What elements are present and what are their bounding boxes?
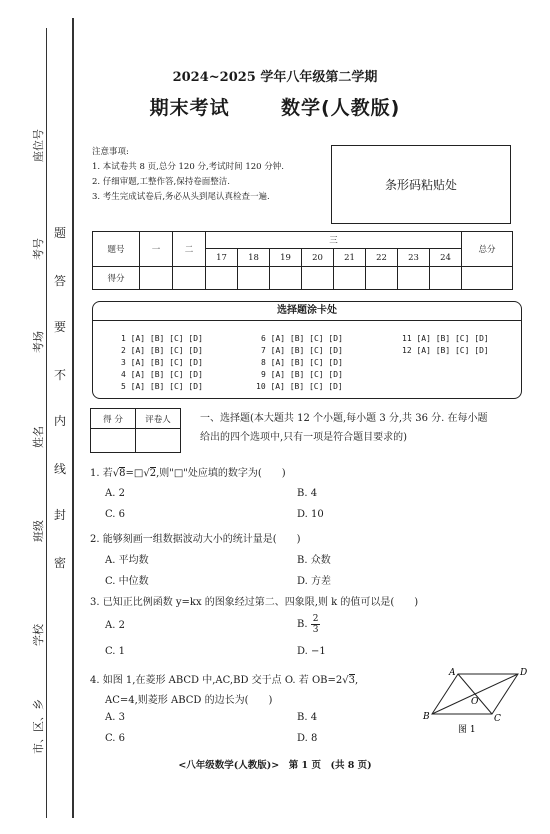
score-cell[interactable] — [206, 267, 238, 290]
answer-row-11[interactable]: 11 [A] [B] [C] [D] — [402, 334, 489, 343]
vertex-a-label: A — [449, 668, 456, 678]
rhombus-figure — [418, 664, 528, 736]
th-part-three: 三 — [206, 232, 462, 249]
page-footer: <八年级数学(人教版)> 第 1 页 (共 8 页) — [178, 760, 372, 771]
question-4-line2: AC=4,则菱形 ABCD 的边长为( ) — [105, 695, 273, 706]
exam-room-label: 考场 — [32, 331, 45, 353]
th-part-two: 二 — [173, 232, 206, 267]
answer-row-8[interactable]: 8 [A] [B] [C] [D] — [261, 358, 343, 367]
grader-person-label: 评卷人 — [136, 409, 181, 429]
grader-score-cell[interactable] — [91, 429, 136, 453]
notes-item: 2. 仔细审题,工整作答,保持卷面整洁. — [92, 177, 230, 187]
answer-row-3[interactable]: 3 [A] [B] [C] [D] — [121, 358, 203, 367]
district-label: 市、区、乡 — [32, 699, 45, 754]
seat-number-label: 座位号 — [32, 129, 45, 162]
exam-type: 期末考试 — [149, 97, 230, 119]
th-total: 总分 — [462, 232, 513, 267]
q2-option-b: B. 众数 — [297, 555, 331, 566]
answer-row-9[interactable]: 9 [A] [B] [C] [D] — [261, 370, 343, 379]
fraction — [311, 614, 321, 635]
q4-option-a: A. 3 — [105, 712, 125, 723]
grader-table — [90, 408, 181, 453]
q4-stem: 4. 如图 1,在菱形 ABCD 中,AC,BD 交于点 O. 若 OB=2 — [90, 675, 343, 686]
class-label: 班级 — [32, 520, 45, 542]
score-cell[interactable] — [238, 267, 270, 290]
name-label: 姓名 — [32, 426, 45, 448]
q3-option-d: D. −1 — [297, 646, 326, 657]
th-q24: 24 — [430, 249, 462, 267]
th-q17: 17 — [206, 249, 238, 267]
fraction-denominator: 3 — [312, 625, 319, 635]
answer-card — [92, 301, 522, 399]
vertex-b-label: B — [423, 712, 430, 722]
score-cell[interactable] — [462, 267, 513, 290]
th-q21: 21 — [334, 249, 366, 267]
score-cell[interactable] — [430, 267, 462, 290]
vertex-d-label: D — [520, 668, 528, 678]
figure-caption: 图 1 — [458, 725, 476, 735]
q2-option-a: A. 平均数 — [105, 555, 149, 566]
section-one-line2: 给出的四个选项中,只有一项是符合题目要求的) — [200, 432, 408, 443]
question-4 — [90, 671, 358, 686]
q1-stem: ,则"□"处应填的数字为( ) — [156, 468, 286, 479]
answer-row-2[interactable]: 2 [A] [B] [C] [D] — [121, 346, 203, 355]
exam-year-title: 2024~2025 学年八年级第二学期 — [172, 70, 378, 85]
notes-block — [92, 145, 284, 205]
q1-stem: =□ — [125, 468, 144, 479]
question-2: 2. 能够刻画一组数据波动大小的统计量是( ) — [90, 534, 301, 545]
exam-id-label: 考号 — [32, 238, 45, 260]
q4-stem: , — [355, 675, 359, 686]
q3-option-c: C. 1 — [105, 646, 126, 657]
th-q23: 23 — [398, 249, 430, 267]
row-score-label: 得分 — [93, 267, 140, 290]
question-3: 3. 已知正比例函数 y=kx 的图象经过第二、四象限,则 k 的值可以是( ) — [90, 597, 419, 608]
th-q20: 20 — [302, 249, 334, 267]
fraction-numerator: 2 — [312, 614, 319, 624]
answer-row-4[interactable]: 4 [A] [B] [C] [D] — [121, 370, 203, 379]
th-q18: 18 — [238, 249, 270, 267]
sqrt-symbol: √ — [342, 675, 349, 686]
grader-score-label: 得 分 — [91, 409, 136, 429]
exam-main-title — [0, 93, 550, 120]
exam-subject: 数学(人教版) — [280, 97, 401, 119]
q1-radicand: 2 — [149, 468, 157, 479]
binding-line-left — [46, 28, 47, 818]
sqrt-symbol: √ — [112, 468, 120, 479]
answer-row-6[interactable]: 6 [A] [B] [C] [D] — [261, 334, 343, 343]
seal-char: 题 — [53, 226, 66, 240]
answer-card-title: 选择题涂卡处 — [93, 302, 521, 321]
q4-option-d: D. 8 — [297, 733, 318, 744]
answer-row-7[interactable]: 7 [A] [B] [C] [D] — [261, 346, 343, 355]
notes-heading: 注意事项: — [92, 147, 129, 157]
score-cell[interactable] — [140, 267, 173, 290]
q2-option-c: C. 中位数 — [105, 576, 149, 587]
notes-item: 3. 考生完成试卷后,务必从头到尾认真检查一遍. — [92, 192, 270, 202]
th-question-number: 题号 — [93, 232, 140, 267]
question-1 — [90, 464, 286, 479]
q3-option-a: A. 2 — [105, 620, 125, 631]
th-q22: 22 — [366, 249, 398, 267]
q2-option-d: D. 方差 — [297, 576, 332, 587]
q1-option-d: D. 10 — [297, 509, 324, 520]
barcode-label: 条形码粘贴处 — [384, 178, 457, 192]
seal-char: 线 — [53, 462, 66, 476]
answer-row-12[interactable]: 12 [A] [B] [C] [D] — [402, 346, 489, 355]
score-table — [92, 231, 513, 290]
school-label: 学校 — [32, 624, 45, 646]
seal-char: 密 — [53, 556, 66, 570]
sqrt-symbol: √ — [143, 468, 150, 479]
q3-option-b-label: B. — [297, 619, 308, 630]
q1-option-b: B. 4 — [297, 488, 318, 499]
seal-char: 答 — [53, 274, 66, 288]
th-part-one: 一 — [140, 232, 173, 267]
answer-row-5[interactable]: 5 [A] [B] [C] [D] — [121, 382, 203, 391]
seal-char: 要 — [53, 320, 66, 334]
seal-char: 内 — [53, 414, 66, 428]
q1-option-a: A. 2 — [105, 488, 125, 499]
score-cell[interactable] — [302, 267, 334, 290]
q1-option-c: C. 6 — [105, 509, 126, 520]
q1-radicand: 8 — [119, 468, 126, 479]
score-cell[interactable] — [366, 267, 398, 290]
notes-item: 1. 本试卷共 8 页,总分 120 分,考试时间 120 分钟. — [92, 162, 284, 172]
score-cell[interactable] — [334, 267, 366, 290]
q3-option-b — [297, 614, 320, 635]
barcode-area — [331, 145, 511, 224]
section-one-heading — [200, 409, 530, 447]
center-o-label: O — [471, 697, 479, 707]
answer-row-1[interactable]: 1 [A] [B] [C] [D] — [121, 334, 203, 343]
grader-person-cell[interactable] — [136, 429, 181, 453]
th-q19: 19 — [270, 249, 302, 267]
vertex-c-label: C — [494, 714, 501, 724]
binding-line-right — [72, 18, 74, 818]
score-cell[interactable] — [173, 267, 206, 290]
score-cell[interactable] — [270, 267, 302, 290]
q4-option-c: C. 6 — [105, 733, 126, 744]
seal-char: 不 — [53, 368, 66, 382]
seal-char: 封 — [53, 508, 66, 522]
answer-row-10[interactable]: 10 [A] [B] [C] [D] — [256, 382, 343, 391]
q4-radicand: 3 — [348, 675, 356, 686]
section-one-line1: 一、选择题(本大题共 12 个小题,每小题 3 分,共 36 分. 在每小题 — [200, 413, 488, 424]
q4-option-b: B. 4 — [297, 712, 318, 723]
score-cell[interactable] — [398, 267, 430, 290]
q1-stem: 1. 若 — [90, 468, 113, 479]
